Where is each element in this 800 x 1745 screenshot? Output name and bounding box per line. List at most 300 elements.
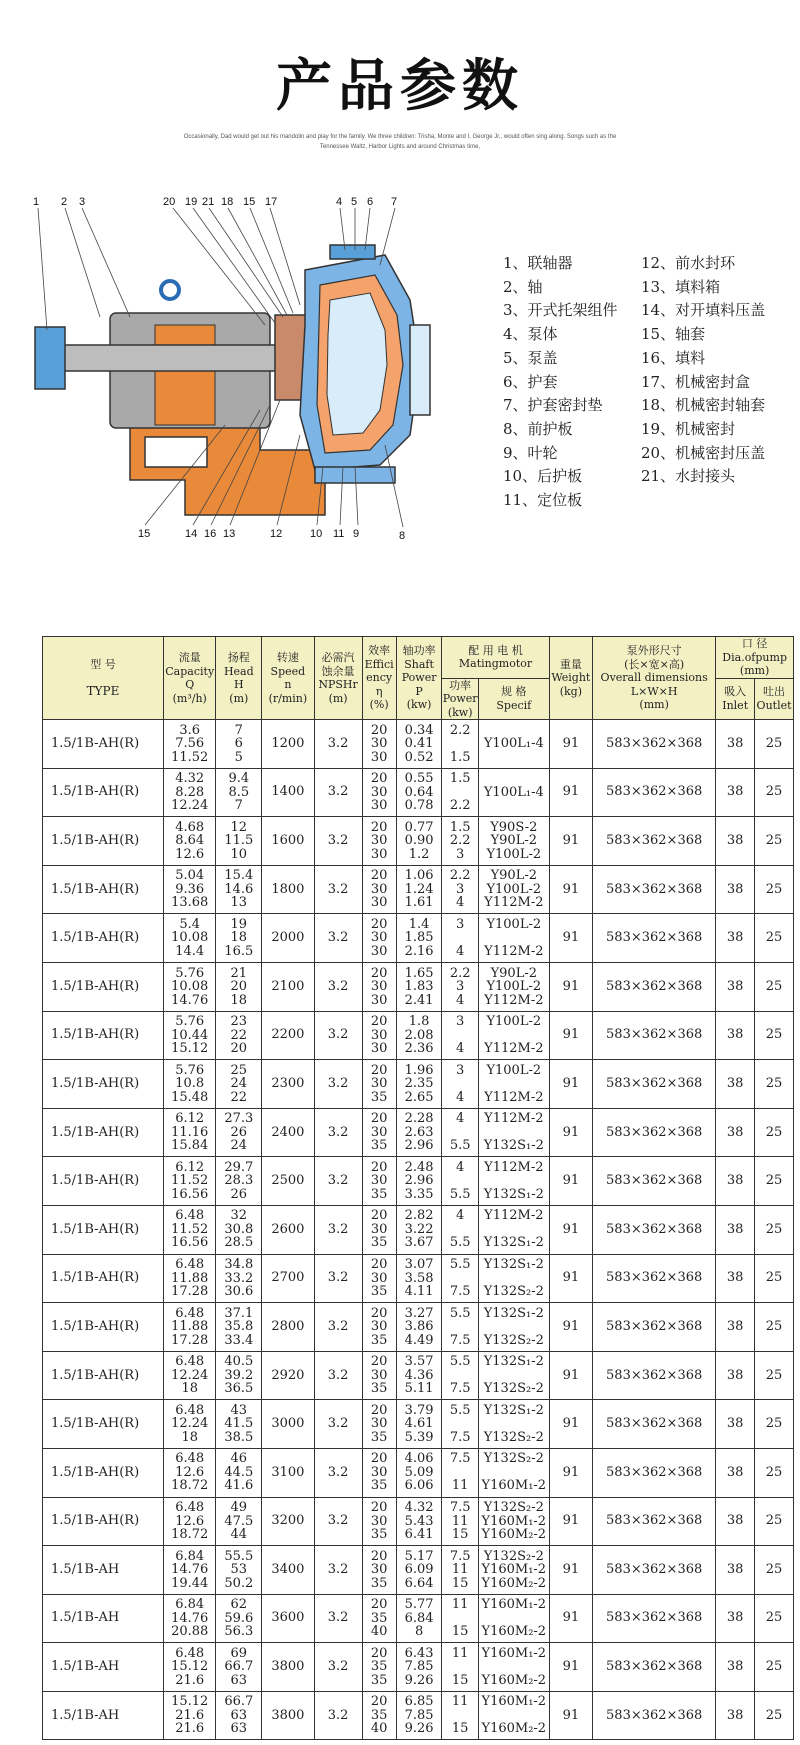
header-line: Overall dimensions bbox=[600, 671, 708, 685]
cell-motor-power-value bbox=[442, 737, 478, 751]
table-row bbox=[43, 962, 794, 1011]
cell-head bbox=[216, 1303, 262, 1352]
cell-capacity-value: 17.28 bbox=[171, 1332, 209, 1348]
cell-capacity-value: 15.84 bbox=[171, 1138, 209, 1154]
cell-efficiency-value: 20 bbox=[370, 868, 388, 884]
cell-inlet: 38 bbox=[716, 1643, 755, 1692]
header-line: P bbox=[415, 684, 423, 698]
header-line: 规 格 bbox=[501, 685, 527, 699]
table-row bbox=[43, 865, 794, 914]
cell-head-value: 26 bbox=[230, 1186, 248, 1202]
cell-model: 1.5/1B-AH(R) bbox=[43, 1011, 164, 1060]
cell-motor-spec-value: Y160M₁-2 bbox=[481, 1562, 547, 1578]
cell-motor-spec bbox=[478, 768, 549, 817]
cell-motor-spec-value bbox=[479, 1223, 549, 1237]
cell-head-value: 25 bbox=[230, 1062, 248, 1078]
cell-head-value: 39.2 bbox=[224, 1367, 254, 1383]
cell-shaft-power bbox=[396, 1108, 442, 1157]
cell-head bbox=[216, 817, 262, 866]
cell-motor-power bbox=[442, 1546, 479, 1595]
cell-motor-spec bbox=[478, 1448, 549, 1497]
cell-model: 1.5/1B-AH(R) bbox=[43, 1254, 164, 1303]
cell-efficiency bbox=[362, 1157, 396, 1206]
cell-motor-power-value: 5.5 bbox=[449, 1138, 471, 1154]
cell-model: 1.5/1B-AH(R) bbox=[43, 1400, 164, 1449]
cell-weight: 91 bbox=[549, 914, 592, 963]
legend-item-left: 4、泵体 bbox=[503, 325, 558, 344]
cell-head-value: 35.8 bbox=[224, 1319, 254, 1335]
legend-item-right: 20、机械密封压盖 bbox=[641, 443, 766, 462]
cell-shaft-power-value: 3.35 bbox=[404, 1186, 434, 1202]
cell-dimensions: 583×362×368 bbox=[593, 1594, 716, 1643]
cell-head bbox=[216, 1254, 262, 1303]
table-row bbox=[43, 1108, 794, 1157]
cell-efficiency-value: 30 bbox=[370, 1221, 388, 1237]
label-19: 19 bbox=[185, 196, 198, 208]
cell-head-value: 22 bbox=[230, 1027, 248, 1043]
cell-inlet: 38 bbox=[716, 768, 755, 817]
cell-capacity bbox=[163, 1060, 216, 1109]
cell-head-value: 11.5 bbox=[224, 833, 254, 849]
cell-motor-spec-value: Y132S₁-2 bbox=[483, 1235, 544, 1251]
header-line: (mm) bbox=[739, 664, 770, 677]
cell-efficiency bbox=[362, 1546, 396, 1595]
cell-efficiency-value: 20 bbox=[370, 1111, 388, 1127]
cell-head-value: 38.5 bbox=[224, 1429, 254, 1445]
cell-motor-spec-value bbox=[479, 724, 549, 738]
cell-head bbox=[216, 914, 262, 963]
header-model-en: TYPE bbox=[86, 684, 120, 698]
cell-capacity-value: 11.52 bbox=[171, 1173, 209, 1189]
cell-speed: 3200 bbox=[262, 1497, 315, 1546]
cell-motor-spec-value bbox=[479, 1369, 549, 1383]
cell-motor-spec-value: Y132S₁-2 bbox=[483, 1138, 544, 1154]
cell-motor-power-value bbox=[442, 1466, 478, 1480]
cell-efficiency-value: 20 bbox=[370, 1500, 388, 1516]
cell-capacity-value: 12.24 bbox=[171, 798, 209, 814]
cell-capacity bbox=[163, 1691, 216, 1740]
table-row bbox=[43, 1643, 794, 1692]
cell-inlet: 38 bbox=[716, 1594, 755, 1643]
cell-shaft-power bbox=[396, 914, 442, 963]
cell-npsh: 3.2 bbox=[314, 1011, 362, 1060]
cell-efficiency-value: 35 bbox=[370, 1089, 388, 1105]
cell-efficiency-value: 35 bbox=[370, 1429, 388, 1445]
header-line: Outlet bbox=[756, 698, 792, 712]
cell-capacity-value: 21.6 bbox=[175, 1707, 205, 1723]
cell-shaft-power-value: 1.2 bbox=[408, 846, 430, 862]
cell-weight: 91 bbox=[549, 1546, 592, 1595]
cell-efficiency-value: 30 bbox=[370, 1027, 388, 1043]
cell-efficiency-value: 30 bbox=[370, 1416, 388, 1432]
cell-capacity bbox=[163, 962, 216, 1011]
cell-head-value: 34.8 bbox=[224, 1257, 254, 1273]
cell-capacity-value: 11.16 bbox=[171, 1124, 209, 1140]
header-line: (kw) bbox=[406, 698, 432, 712]
cell-speed: 3000 bbox=[262, 1400, 315, 1449]
cell-shaft-power-value: 5.11 bbox=[404, 1381, 434, 1397]
label-13: 13 bbox=[223, 528, 236, 540]
cell-capacity-value: 11.52 bbox=[171, 749, 209, 765]
cell-head-value: 26 bbox=[230, 1124, 248, 1140]
cell-model: 1.5/1B-AH(R) bbox=[43, 1351, 164, 1400]
cell-motor-spec-value: Y100L₁-4 bbox=[483, 784, 544, 800]
cell-capacity bbox=[163, 1351, 216, 1400]
cell-motor-power-value: 15 bbox=[451, 1624, 469, 1640]
cell-motor-power-value: 7.5 bbox=[449, 1548, 471, 1564]
cell-efficiency-value: 30 bbox=[370, 1076, 388, 1092]
cell-head-value: 7 bbox=[234, 798, 243, 814]
cell-motor-spec-value bbox=[479, 1126, 549, 1140]
header-npsh bbox=[314, 637, 362, 720]
header-line: 蚀余量 bbox=[321, 664, 355, 678]
cell-shaft-power bbox=[396, 1546, 442, 1595]
cell-motor-spec-value: Y160M₁-2 bbox=[481, 1645, 547, 1661]
cell-shaft-power-value: 6.85 bbox=[404, 1694, 434, 1710]
cell-capacity bbox=[163, 817, 216, 866]
cell-motor-spec bbox=[478, 1205, 549, 1254]
cell-efficiency-value: 35 bbox=[370, 1138, 388, 1154]
cell-npsh: 3.2 bbox=[314, 1448, 362, 1497]
cell-motor-spec-value: Y160M₂-2 bbox=[481, 1527, 547, 1543]
cell-head-value: 21 bbox=[230, 965, 248, 981]
cell-shaft-power-value: 2.48 bbox=[404, 1159, 434, 1175]
cell-weight: 91 bbox=[549, 1400, 592, 1449]
cell-motor-power bbox=[442, 1594, 479, 1643]
cell-motor-spec bbox=[478, 1254, 549, 1303]
table-row bbox=[43, 1157, 794, 1206]
header-efficiency bbox=[362, 637, 396, 720]
cell-motor-spec-value: Y100L₁-4 bbox=[483, 736, 544, 752]
pump-cross-section-diagram bbox=[25, 196, 465, 600]
header-line: Speed bbox=[270, 664, 306, 678]
cell-npsh: 3.2 bbox=[314, 1546, 362, 1595]
cell-efficiency-value: 20 bbox=[370, 1208, 388, 1224]
cell-shaft-power-value: 1.8 bbox=[408, 1014, 430, 1030]
header-line: Shaft bbox=[404, 657, 434, 671]
cell-inlet: 38 bbox=[716, 1497, 755, 1546]
cell-shaft-power-value: 4.11 bbox=[404, 1284, 434, 1300]
cell-shaft-power bbox=[396, 1303, 442, 1352]
cell-motor-spec-value bbox=[479, 1660, 549, 1674]
cell-outlet: 25 bbox=[755, 1400, 794, 1449]
cell-capacity bbox=[163, 1497, 216, 1546]
cell-head-value: 24 bbox=[230, 1076, 248, 1092]
cell-inlet: 38 bbox=[716, 1254, 755, 1303]
cell-npsh: 3.2 bbox=[314, 720, 362, 769]
cell-capacity-value: 15.12 bbox=[171, 1659, 209, 1675]
cell-efficiency-value: 30 bbox=[370, 930, 388, 946]
header-line: L×W×H bbox=[630, 684, 678, 698]
cell-efficiency-value: 30 bbox=[370, 943, 388, 959]
cell-motor-power-value: 7.5 bbox=[449, 1500, 471, 1516]
cell-efficiency-value: 30 bbox=[370, 784, 388, 800]
cell-shaft-power-value: 3.58 bbox=[404, 1270, 434, 1286]
cell-head-value: 22 bbox=[230, 1089, 248, 1105]
cell-speed: 2400 bbox=[262, 1108, 315, 1157]
cell-motor-spec-value: Y112M-2 bbox=[484, 1208, 544, 1224]
frame-window bbox=[145, 437, 207, 467]
cell-head-value: 24 bbox=[230, 1138, 248, 1154]
cell-shaft-power-value: 2.96 bbox=[404, 1138, 434, 1154]
cell-dimensions: 583×362×368 bbox=[593, 768, 716, 817]
cell-head-value: 20 bbox=[230, 979, 248, 995]
cell-efficiency bbox=[362, 1060, 396, 1109]
cell-inlet: 38 bbox=[716, 1011, 755, 1060]
bearing-housing-center bbox=[155, 325, 215, 425]
cell-head bbox=[216, 865, 262, 914]
cell-efficiency bbox=[362, 1691, 396, 1740]
cell-head-value: 13 bbox=[230, 895, 248, 911]
cell-motor-power-value: 3 bbox=[456, 881, 465, 897]
cell-shaft-power bbox=[396, 865, 442, 914]
cell-head-value: 15.4 bbox=[224, 868, 254, 884]
cell-motor-spec-value: Y132S₁-2 bbox=[483, 1305, 544, 1321]
cell-inlet: 38 bbox=[716, 1157, 755, 1206]
cell-motor-power-value: 1.5 bbox=[449, 819, 471, 835]
cell-head-value: 5 bbox=[234, 749, 243, 765]
header-line: Inlet bbox=[722, 698, 749, 712]
cell-shaft-power bbox=[396, 720, 442, 769]
cell-motor-spec-value: Y100L-2 bbox=[486, 881, 542, 897]
cell-efficiency-value: 30 bbox=[370, 1173, 388, 1189]
spec-table bbox=[42, 636, 794, 1740]
cell-outlet: 25 bbox=[755, 1205, 794, 1254]
cell-motor-power bbox=[442, 1157, 479, 1206]
cell-motor-power-value bbox=[442, 786, 478, 800]
cell-shaft-power-value: 5.39 bbox=[404, 1429, 434, 1445]
cell-shaft-power-value: 3.07 bbox=[404, 1257, 434, 1273]
cell-efficiency bbox=[362, 914, 396, 963]
cell-motor-power-value bbox=[442, 1174, 478, 1188]
cell-motor-spec bbox=[478, 1643, 549, 1692]
cell-shaft-power-value: 2.35 bbox=[404, 1076, 434, 1092]
cell-capacity-value: 12.24 bbox=[171, 1367, 209, 1383]
header-motor-spec bbox=[478, 678, 549, 720]
cell-head-value: 46 bbox=[230, 1451, 248, 1467]
cell-efficiency-value: 35 bbox=[370, 1672, 388, 1688]
cell-npsh: 3.2 bbox=[314, 1108, 362, 1157]
cell-npsh: 3.2 bbox=[314, 1497, 362, 1546]
cell-shaft-power-value: 1.06 bbox=[404, 868, 434, 884]
table-row bbox=[43, 1691, 794, 1740]
cell-head bbox=[216, 1400, 262, 1449]
cell-shaft-power-value: 6.43 bbox=[404, 1645, 434, 1661]
table-row bbox=[43, 1594, 794, 1643]
cell-motor-power-value: 2.2 bbox=[449, 798, 471, 814]
cell-capacity-value: 14.4 bbox=[175, 943, 205, 959]
label-10: 10 bbox=[310, 528, 323, 540]
table-row bbox=[43, 1351, 794, 1400]
cell-efficiency-value: 35 bbox=[370, 1332, 388, 1348]
cell-dimensions: 583×362×368 bbox=[593, 1643, 716, 1692]
cell-motor-spec-value bbox=[479, 1272, 549, 1286]
cell-efficiency-value: 35 bbox=[370, 1186, 388, 1202]
cell-motor-spec-value: Y132S₂-2 bbox=[483, 1284, 544, 1300]
cell-motor-power-value: 7.5 bbox=[449, 1332, 471, 1348]
cell-capacity-value: 20.88 bbox=[171, 1624, 209, 1640]
legend-item-right: 19、机械密封 bbox=[641, 419, 736, 438]
cell-efficiency bbox=[362, 1303, 396, 1352]
cell-motor-spec-value: Y132S₁-2 bbox=[483, 1402, 544, 1418]
cell-weight: 91 bbox=[549, 1060, 592, 1109]
header-line: Effici bbox=[364, 657, 394, 671]
cell-dimensions: 583×362×368 bbox=[593, 1400, 716, 1449]
header-line: (长×宽×高) bbox=[624, 657, 685, 671]
cell-motor-power bbox=[442, 768, 479, 817]
cell-shaft-power bbox=[396, 1351, 442, 1400]
label-11: 11 bbox=[333, 528, 345, 540]
cell-model: 1.5/1B-AH bbox=[43, 1691, 164, 1740]
cell-speed: 3400 bbox=[262, 1546, 315, 1595]
cell-shaft-power-value: 4.61 bbox=[404, 1416, 434, 1432]
cell-shaft-power-value: 9.26 bbox=[404, 1672, 434, 1688]
cell-shaft-power-value: 6.09 bbox=[404, 1562, 434, 1578]
cell-efficiency-value: 20 bbox=[370, 1257, 388, 1273]
header-line: Q bbox=[185, 678, 195, 691]
cell-motor-spec-value bbox=[479, 799, 549, 813]
cell-motor-spec-value: Y160M₂-2 bbox=[481, 1672, 547, 1688]
cell-motor-power-value bbox=[442, 1077, 478, 1091]
cell-speed: 2300 bbox=[262, 1060, 315, 1109]
cell-dimensions: 583×362×368 bbox=[593, 1351, 716, 1400]
cell-speed: 3600 bbox=[262, 1594, 315, 1643]
cell-capacity-value: 6.48 bbox=[175, 1402, 205, 1418]
cell-head-value: 20 bbox=[230, 1041, 248, 1057]
header-line: (m³/h) bbox=[172, 691, 207, 705]
cell-capacity-value: 18.72 bbox=[171, 1527, 209, 1543]
header-line: 效率 bbox=[368, 644, 391, 658]
cell-model: 1.5/1B-AH(R) bbox=[43, 1060, 164, 1109]
header-model-cn: 型 号 bbox=[90, 658, 116, 671]
cell-outlet: 25 bbox=[755, 1546, 794, 1595]
legend-item-right: 14、对开填料压盖 bbox=[641, 301, 766, 320]
cell-shaft-power-value: 3.86 bbox=[404, 1319, 434, 1335]
cell-motor-power bbox=[442, 1691, 479, 1740]
cell-head-value: 7 bbox=[234, 722, 243, 738]
spec-table-body bbox=[43, 720, 794, 1740]
cell-efficiency-value: 20 bbox=[370, 771, 388, 787]
cell-dimensions: 583×362×368 bbox=[593, 1546, 716, 1595]
cell-motor-spec-value bbox=[479, 1612, 549, 1626]
cell-capacity-value: 5.4 bbox=[179, 916, 201, 932]
cell-capacity-value: 4.68 bbox=[175, 819, 205, 835]
cell-efficiency-value: 30 bbox=[370, 1041, 388, 1057]
cell-dimensions: 583×362×368 bbox=[593, 1011, 716, 1060]
cell-head-value: 6 bbox=[234, 736, 243, 752]
cell-motor-spec-value bbox=[479, 1709, 549, 1723]
cell-motor-power-value: 15 bbox=[451, 1575, 469, 1591]
legend-item-right: 17、机械密封盒 bbox=[641, 372, 751, 391]
cell-motor-spec-value bbox=[479, 931, 549, 945]
label-6: 6 bbox=[367, 196, 374, 208]
cell-motor-power-value: 7.5 bbox=[449, 1451, 471, 1467]
cell-shaft-power-value: 0.77 bbox=[404, 819, 434, 835]
spec-table-container bbox=[42, 636, 794, 1745]
cell-efficiency bbox=[362, 768, 396, 817]
table-row bbox=[43, 720, 794, 769]
legend-item-left: 2、轴 bbox=[503, 277, 543, 296]
cell-shaft-power-value: 1.83 bbox=[404, 979, 434, 995]
cell-capacity bbox=[163, 1643, 216, 1692]
cell-shaft-power-value: 7.85 bbox=[404, 1659, 434, 1675]
cell-shaft-power-value: 6.06 bbox=[404, 1478, 434, 1494]
cell-head-value: 63 bbox=[230, 1721, 248, 1737]
cell-head bbox=[216, 768, 262, 817]
cell-motor-power bbox=[442, 1351, 479, 1400]
cell-head-value: 8.5 bbox=[228, 784, 250, 800]
cell-capacity-value: 6.84 bbox=[175, 1597, 205, 1613]
cell-motor-spec-value: Y132S₂-2 bbox=[483, 1451, 544, 1467]
table-row bbox=[43, 1060, 794, 1109]
header-line: (r/min) bbox=[268, 691, 308, 705]
cell-motor-power-value: 11 bbox=[451, 1645, 469, 1661]
cell-efficiency-value: 30 bbox=[370, 895, 388, 911]
cell-capacity-value: 9.36 bbox=[175, 881, 205, 897]
cell-shaft-power-value: 4.32 bbox=[404, 1500, 434, 1516]
cell-motor-spec-value: Y100L-2 bbox=[486, 1014, 542, 1030]
cell-efficiency-value: 30 bbox=[370, 736, 388, 752]
cell-motor-spec-value: Y132S₂-2 bbox=[483, 1332, 544, 1348]
cell-shaft-power-value: 1.4 bbox=[408, 916, 430, 932]
cell-motor-power-value: 15 bbox=[451, 1527, 469, 1543]
cell-capacity bbox=[163, 1448, 216, 1497]
cell-motor-power-value: 2.2 bbox=[449, 722, 471, 738]
cell-motor-power-value: 4 bbox=[456, 895, 465, 911]
header-line: (m) bbox=[229, 691, 249, 705]
cell-weight: 91 bbox=[549, 962, 592, 1011]
cell-motor-spec bbox=[478, 1011, 549, 1060]
cell-head bbox=[216, 1546, 262, 1595]
cell-efficiency-value: 30 bbox=[370, 846, 388, 862]
cell-capacity-value: 14.76 bbox=[171, 992, 209, 1008]
cell-outlet: 25 bbox=[755, 865, 794, 914]
cell-motor-spec bbox=[478, 817, 549, 866]
cell-capacity-value: 15.12 bbox=[171, 1694, 209, 1710]
cell-dimensions: 583×362×368 bbox=[593, 1205, 716, 1254]
cell-dimensions: 583×362×368 bbox=[593, 1303, 716, 1352]
cell-outlet: 25 bbox=[755, 768, 794, 817]
cell-efficiency-value: 30 bbox=[370, 992, 388, 1008]
cell-motor-spec-value bbox=[479, 1077, 549, 1091]
cell-capacity-value: 11.52 bbox=[171, 1221, 209, 1237]
cell-shaft-power-value: 5.77 bbox=[404, 1597, 434, 1613]
cell-capacity-value: 21.6 bbox=[175, 1721, 205, 1737]
cell-shaft-power bbox=[396, 962, 442, 1011]
legend-item-left: 5、泵盖 bbox=[503, 348, 558, 367]
cell-motor-power-value: 3 bbox=[456, 916, 465, 932]
cell-capacity-value: 6.84 bbox=[175, 1548, 205, 1564]
cell-model: 1.5/1B-AH(R) bbox=[43, 768, 164, 817]
cell-capacity-value: 5.76 bbox=[175, 1062, 205, 1078]
header-line: Weight bbox=[551, 671, 591, 685]
header-line: 轴功率 bbox=[402, 644, 436, 658]
cell-npsh: 3.2 bbox=[314, 865, 362, 914]
cell-head-value: 63 bbox=[230, 1707, 248, 1723]
cell-motor-power bbox=[442, 1643, 479, 1692]
spec-table-header bbox=[43, 637, 794, 720]
cell-efficiency-value: 20 bbox=[370, 1354, 388, 1370]
cell-shaft-power-value: 3.22 bbox=[404, 1221, 434, 1237]
cell-dimensions: 583×362×368 bbox=[593, 914, 716, 963]
cell-shaft-power-value: 4.06 bbox=[404, 1451, 434, 1467]
cell-motor-power-value bbox=[442, 1272, 478, 1286]
cell-outlet: 25 bbox=[755, 1254, 794, 1303]
cell-weight: 91 bbox=[549, 1691, 592, 1740]
cell-motor-spec-value bbox=[479, 1174, 549, 1188]
coupling bbox=[35, 327, 65, 389]
cell-dimensions: 583×362×368 bbox=[593, 1108, 716, 1157]
